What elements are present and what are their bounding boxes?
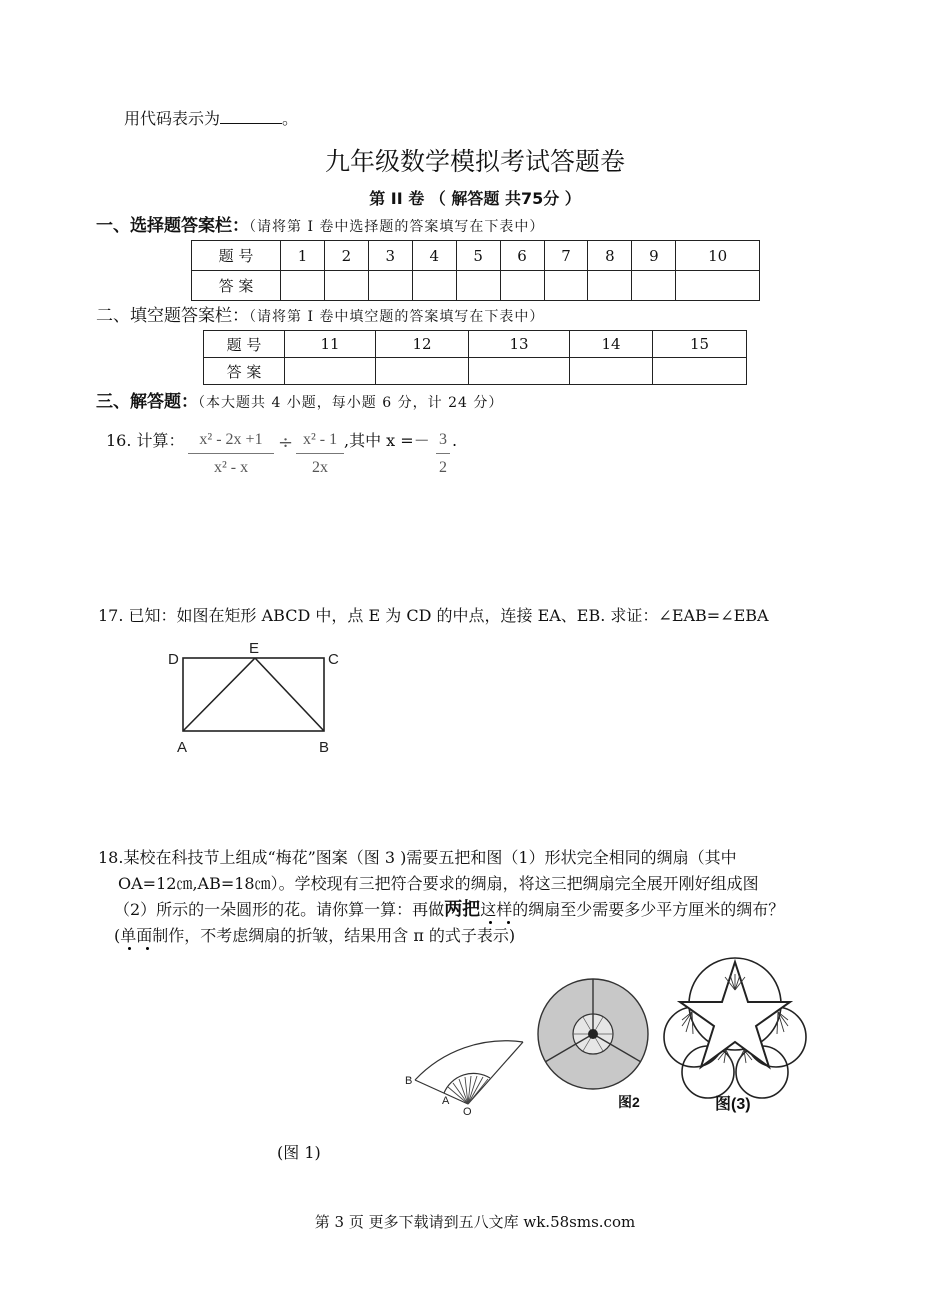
choice-num-1: 1 [281, 241, 325, 271]
choice-ans-7[interactable] [544, 271, 588, 301]
choice-answer-row [192, 271, 760, 301]
choice-row-label-ans: 答 案 [192, 271, 281, 301]
choice-ans-2[interactable] [324, 271, 368, 301]
label-a: A [177, 739, 188, 756]
q18-line-2: OA=12㎝,AB=18㎝）。学校现有三把符合要求的绸扇，将这三把绸扇完全展开刚好组成图 [118, 874, 759, 893]
q16-condition: ,其中 x =－ [344, 431, 430, 450]
section2-heading: 二、填空题答案栏： [96, 306, 249, 326]
q16-frac2-numerator: x² - 1 [302, 431, 338, 448]
page-title: 九年级数学模拟考试答题卷 [324, 147, 625, 176]
fill-answer-table [203, 330, 747, 385]
q17-rectangle-figure [160, 636, 360, 762]
figure-1-caption: (图 1) [277, 1143, 321, 1162]
intro-blank [220, 108, 282, 124]
figure-2-caption: 图2 [618, 1094, 640, 1110]
fig1-label-b: B [405, 1075, 413, 1087]
choice-num-2: 2 [324, 241, 368, 271]
choice-num-3: 3 [368, 241, 412, 271]
figure-3-flower [660, 950, 810, 1115]
choice-ans-10[interactable] [676, 271, 760, 301]
q16-value-fraction [436, 431, 450, 477]
rectangle-abcd [183, 658, 324, 731]
choice-ans-9[interactable] [632, 271, 676, 301]
fig1-label-a: A [442, 1095, 450, 1107]
page-subtitle: 第 II 卷 （ 解答题 共75分 ） [369, 189, 581, 208]
segment-ea [183, 658, 255, 731]
emphasis-dot [507, 921, 510, 924]
choice-num-9: 9 [632, 241, 676, 271]
intro-line [124, 108, 298, 129]
section1-note: （请将第 I 卷中选择题的答案填写在下表中） [249, 219, 545, 235]
label-d: D [168, 651, 179, 668]
choice-num-10: 10 [676, 241, 760, 271]
emphasis-dot [128, 947, 131, 950]
q16-frac2-denominator: 2x [312, 459, 328, 476]
q18-line-4: (单面制作，不考虑绸扇的折皱，结果用含 π 的式子表示) [114, 926, 516, 945]
q18-line-3 [114, 900, 784, 920]
choice-ans-5[interactable] [456, 271, 500, 301]
fill-row-label-ans: 答 案 [204, 358, 285, 385]
q16-period: . [452, 431, 458, 450]
choice-ans-3[interactable] [368, 271, 412, 301]
label-e: E [249, 640, 260, 657]
choice-number-row [192, 241, 760, 271]
label-b: B [319, 739, 330, 756]
q16-frac1-denominator: x² - x [213, 459, 249, 476]
choice-ans-1[interactable] [281, 271, 325, 301]
emphasis-dot [146, 947, 149, 950]
figure-2-circle [534, 974, 659, 1114]
q16-value-bar [436, 453, 450, 454]
section2-note: （请将第 I 卷中填空题的答案填写在下表中） [249, 309, 545, 325]
figure-3-caption: 图(3) [715, 1096, 751, 1113]
q16-frac1-numerator: x² - 2x +1 [199, 431, 263, 448]
fill-num-14: 14 [570, 331, 653, 358]
fill-num-13: 13 [469, 331, 570, 358]
q18-line3-end: 这样的绸扇至少需要多少平方厘米的绸布？ [480, 900, 785, 919]
q16-frac2-bar [296, 453, 344, 454]
fig1-label-o: O [463, 1106, 472, 1116]
choice-ans-4[interactable] [412, 271, 456, 301]
q16-value-numerator: 3 [439, 431, 447, 448]
fill-ans-11[interactable] [285, 358, 376, 385]
fill-ans-15[interactable] [653, 358, 747, 385]
fig2-center [588, 1029, 598, 1039]
fan-inner-arc [444, 1073, 490, 1093]
label-c: C [328, 651, 339, 668]
fill-number-row [204, 331, 747, 358]
emphasis-dot [489, 921, 492, 924]
section3-heading: 三、解答题： [96, 392, 198, 412]
choice-row-label-num: 题 号 [192, 241, 281, 271]
choice-num-5: 5 [456, 241, 500, 271]
fill-num-12: 12 [376, 331, 469, 358]
fill-num-15: 15 [653, 331, 747, 358]
fill-answer-row [204, 358, 747, 385]
page-footer: 第 3 页 更多下载请到五八文库 wk.58sms.com [314, 1213, 636, 1231]
choice-num-6: 6 [500, 241, 544, 271]
choice-num-7: 7 [544, 241, 588, 271]
choice-ans-8[interactable] [588, 271, 632, 301]
fill-row-label-num: 题 号 [204, 331, 285, 358]
q18-line3-start: （2）所示的一朵圆形的花。请你算一算：再做 [114, 900, 445, 919]
choice-num-8: 8 [588, 241, 632, 271]
q16-label: 16. 计算： [106, 431, 185, 450]
choice-num-4: 4 [412, 241, 456, 271]
q18-emphasis: 两把 [444, 899, 481, 920]
q16-fraction-1 [188, 431, 274, 477]
q16-divide-sign: ÷ [278, 432, 294, 453]
q17-text: 17. 已知：如图在矩形 ABCD 中，点 E 为 CD 的中点，连接 EA、EB. 求证：∠EAB=∠EBA [98, 606, 769, 625]
segment-eb [255, 658, 324, 731]
section1-heading: 一、选择题答案栏： [96, 216, 249, 236]
fill-ans-12[interactable] [376, 358, 469, 385]
fill-num-11: 11 [285, 331, 376, 358]
q16-value-denominator: 2 [439, 459, 447, 476]
choice-answer-table [191, 240, 760, 301]
q16-frac1-bar [188, 453, 274, 454]
fill-ans-13[interactable] [469, 358, 570, 385]
intro-end: 。 [282, 109, 299, 128]
section3-note: （本大题共 4 小题，每小题 6 分，计 24 分） [198, 395, 504, 411]
section2-header [96, 306, 544, 327]
choice-ans-6[interactable] [500, 271, 544, 301]
figure-1-fan [398, 1020, 538, 1116]
section3-header [96, 392, 503, 413]
q18-line-1: 18.某校在科技节上组成“梅花”图案（图 3 )需要五把和图（1）形状完全相同的绸扇（其中 [98, 848, 737, 867]
section1-header [96, 216, 544, 237]
q16-fraction-2 [296, 431, 344, 477]
intro-text: 用代码表示为 [124, 109, 221, 128]
fill-ans-14[interactable] [570, 358, 653, 385]
